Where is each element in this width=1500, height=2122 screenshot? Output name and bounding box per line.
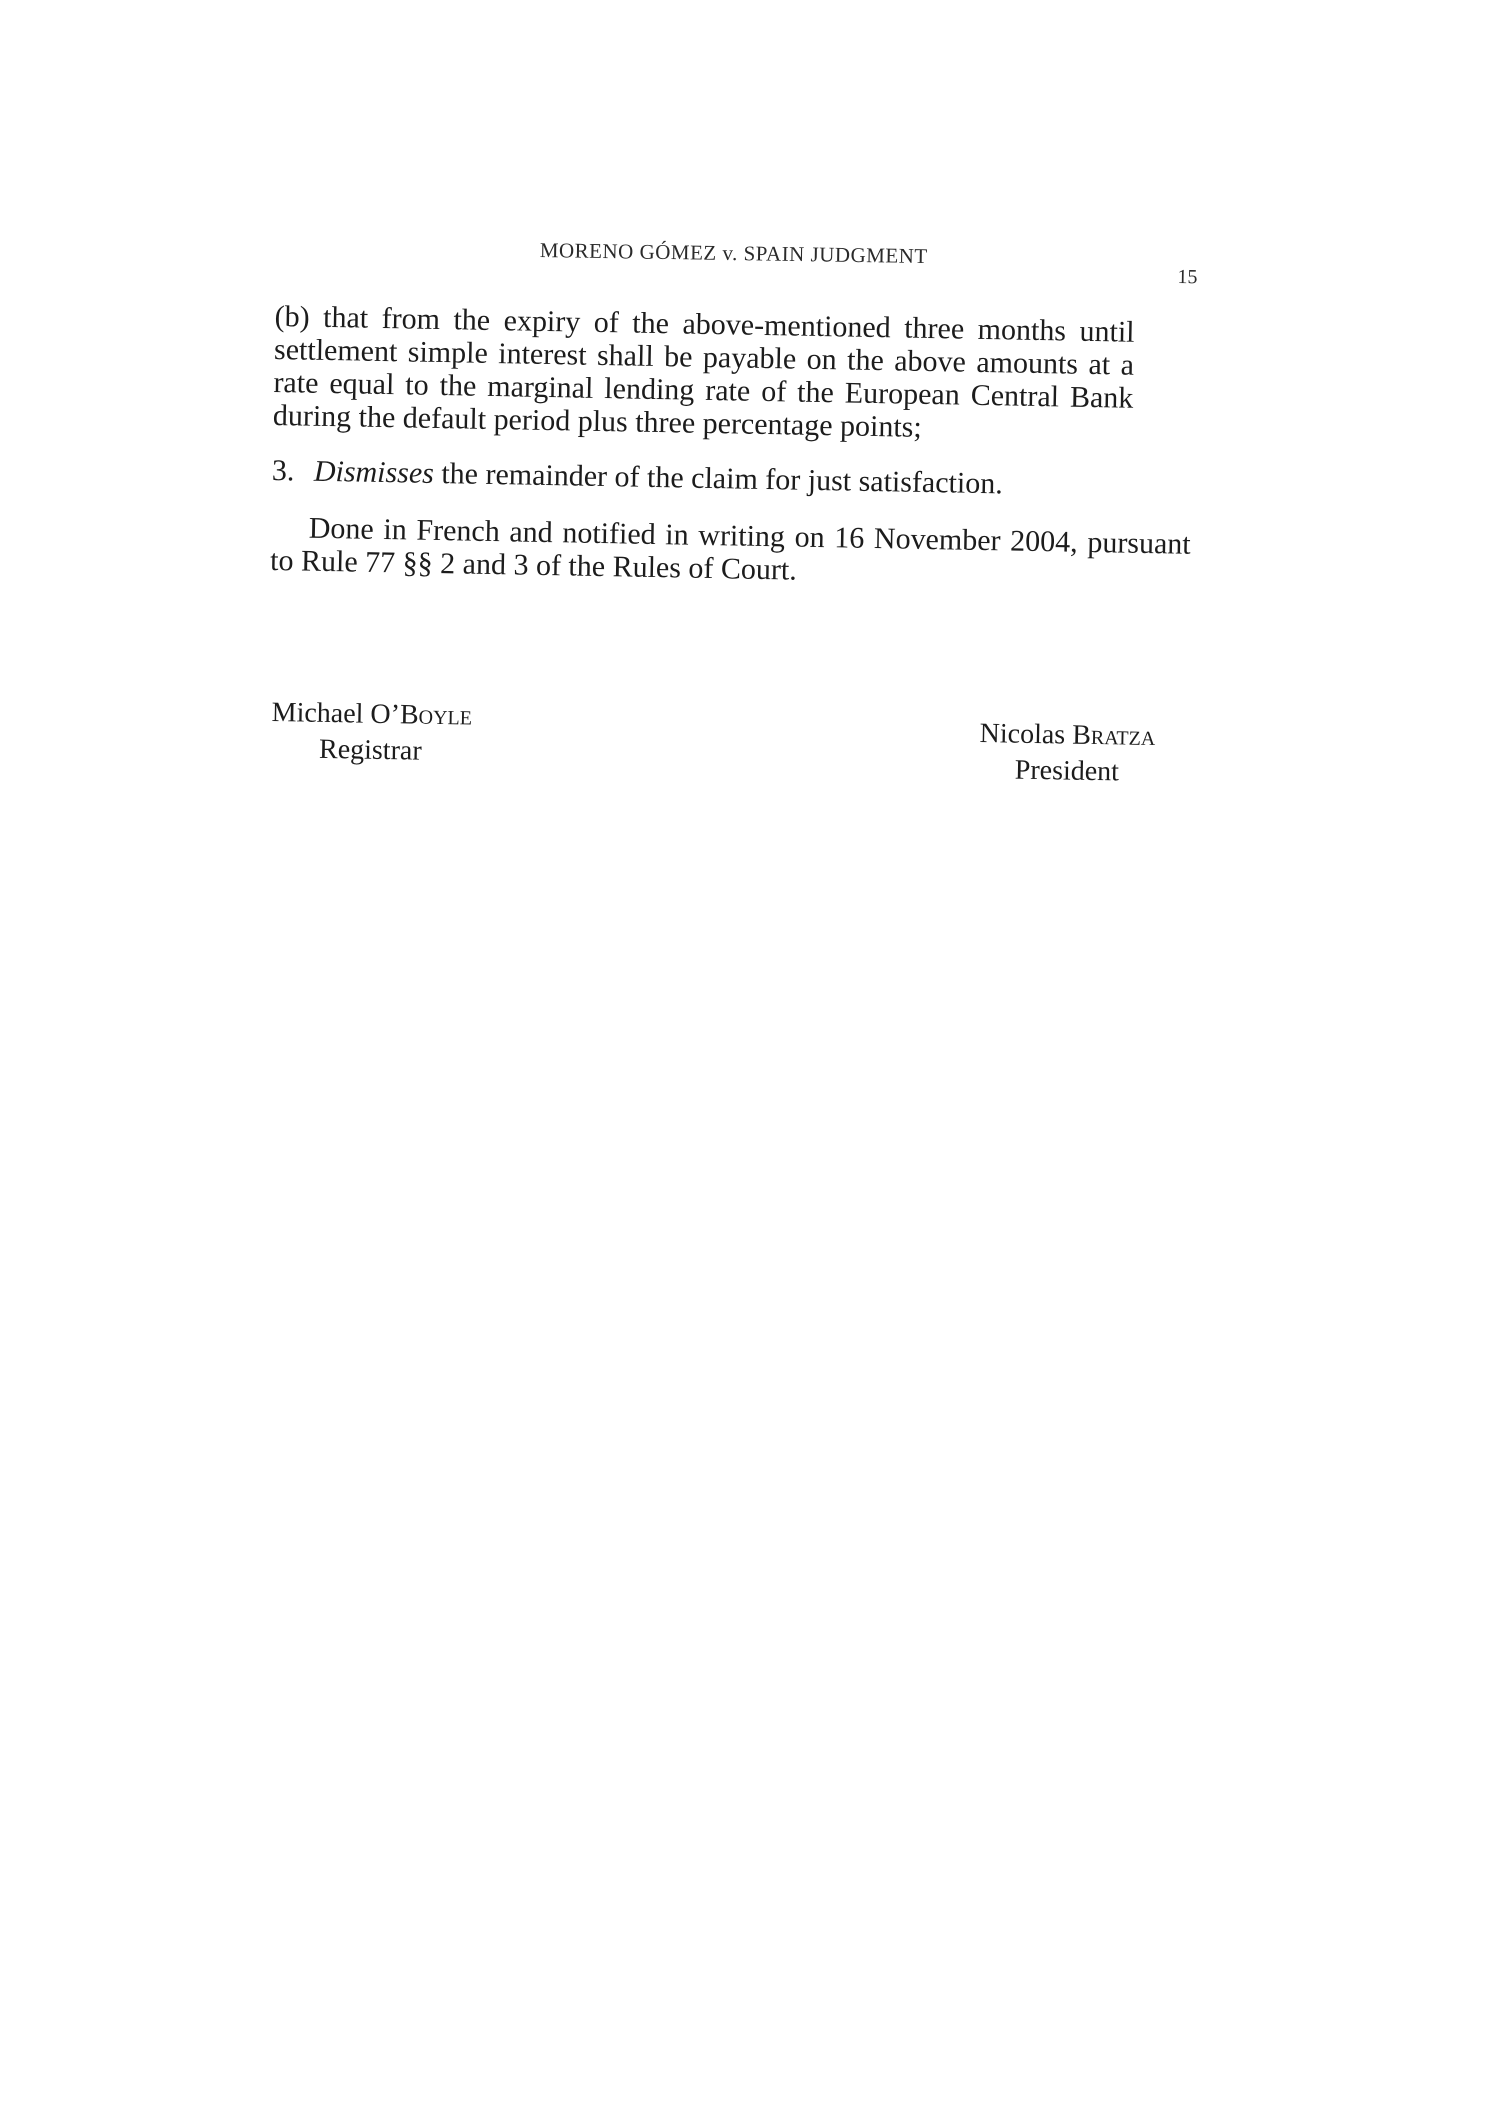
president-name bbox=[979, 718, 1155, 752]
registrar-title: Registrar bbox=[318, 733, 422, 767]
president-surname: Bratza bbox=[1071, 719, 1156, 753]
paragraph-number: 3. bbox=[271, 453, 295, 488]
signature-president bbox=[979, 716, 1156, 791]
paragraph-dismisses bbox=[272, 454, 1132, 503]
judgment-body bbox=[270, 300, 1195, 594]
registrar-surname: Boyle bbox=[399, 699, 473, 732]
page-number: 15 bbox=[1177, 266, 1198, 289]
operative-verb: Dismisses bbox=[313, 454, 435, 490]
paragraph-interest: (b) that from the expiry of the above-mentioned three months until settlement simple interest shall be payable on the above amounts at a rate equal to the marginal lending rate of the European Central Bank during the default period plus three percentage points; bbox=[272, 300, 1135, 444]
page-header bbox=[539, 238, 1240, 289]
president-title: President bbox=[1014, 754, 1120, 788]
registrar-first-name: Michael O’ bbox=[271, 696, 401, 731]
president-first-name: Nicolas bbox=[979, 717, 1066, 751]
signature-registrar bbox=[271, 695, 473, 770]
running-head: MORENO GÓMEZ v. SPAIN JUDGMENT bbox=[539, 238, 928, 269]
paragraph-dismisses-text: the remainder of the claim for just satisfaction. bbox=[441, 457, 1004, 501]
paragraph-done: Done in French and notified in writing on 16 November 2004, pursuant to Rule 77 §§ 2 and 3 of the Rules of Court. bbox=[269, 511, 1191, 587]
registrar-name bbox=[271, 697, 472, 731]
